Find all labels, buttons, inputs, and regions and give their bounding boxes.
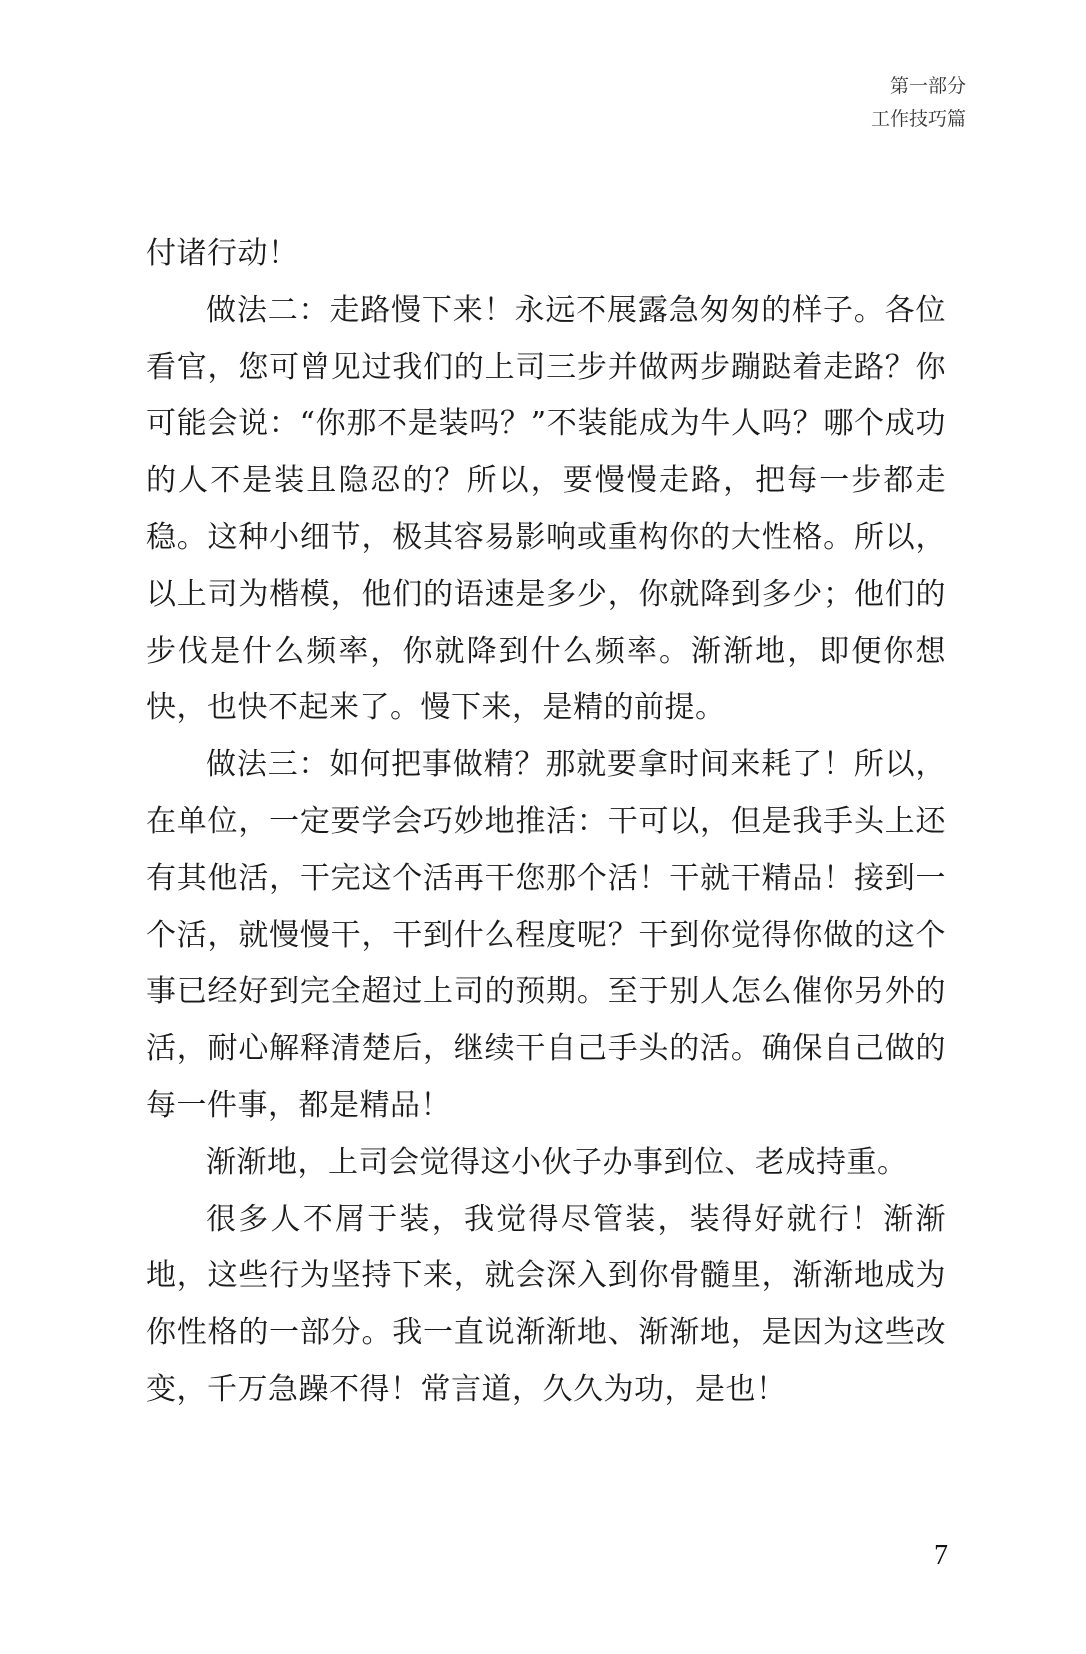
body-text	[146, 226, 946, 1419]
header-part: 第一部分	[889, 75, 966, 97]
paragraph: 很多人不屑于装，我觉得尽管装，装得好就行！渐渐地，这些行为坚持下来，就会深入到你骨髓里，渐渐地成为你性格的一部分。我一直说渐渐地、渐渐地，是因为这些改变，千万急躁不得！常言道，久久为功，是也！	[146, 1201, 946, 1407]
paragraph: 渐渐地，上司会觉得这小伙子办事到位、老成持重。	[206, 1144, 908, 1180]
page-number: 7	[934, 1540, 948, 1571]
paragraph: 做法二：走路慢下来！永远不展露急匆匆的样子。各位看官，您可曾见过我们的上司三步并做两步蹦跶着走路？你可能会说：“你那不是装吗？”不装能成为牛人吗？哪个成功的人不是装且隐忍的？所以，要慢慢走路，把每一步都走稳。这种小细节，极其容易影响或重构你的大性格。所以，以上司为楷模，他们的语速是多少，你就降到多少；他们的步伐是什么频率，你就降到什么频率。渐渐地，即便你想快，也快不起来了。慢下来，是精的前提。	[146, 292, 946, 726]
header-section: 工作技巧篇	[870, 108, 966, 130]
running-header	[871, 70, 966, 136]
paragraph: 做法三：如何把事做精？那就要拿时间来耗了！所以，在单位，一定要学会巧妙地推活：干可以，但是我手头上还有其他活，干完这个活再干您那个活！干就干精品！接到一个活，就慢慢干，干到什么程度呢？干到你觉得你做的这个事已经好到完全超过上司的预期。至于别人怎么催你另外的活，耐心解释清楚后，继续干自己手头的活。确保自己做的每一件事，都是精品！	[146, 747, 946, 1123]
paragraph-continuation: 付诸行动！	[146, 236, 299, 271]
